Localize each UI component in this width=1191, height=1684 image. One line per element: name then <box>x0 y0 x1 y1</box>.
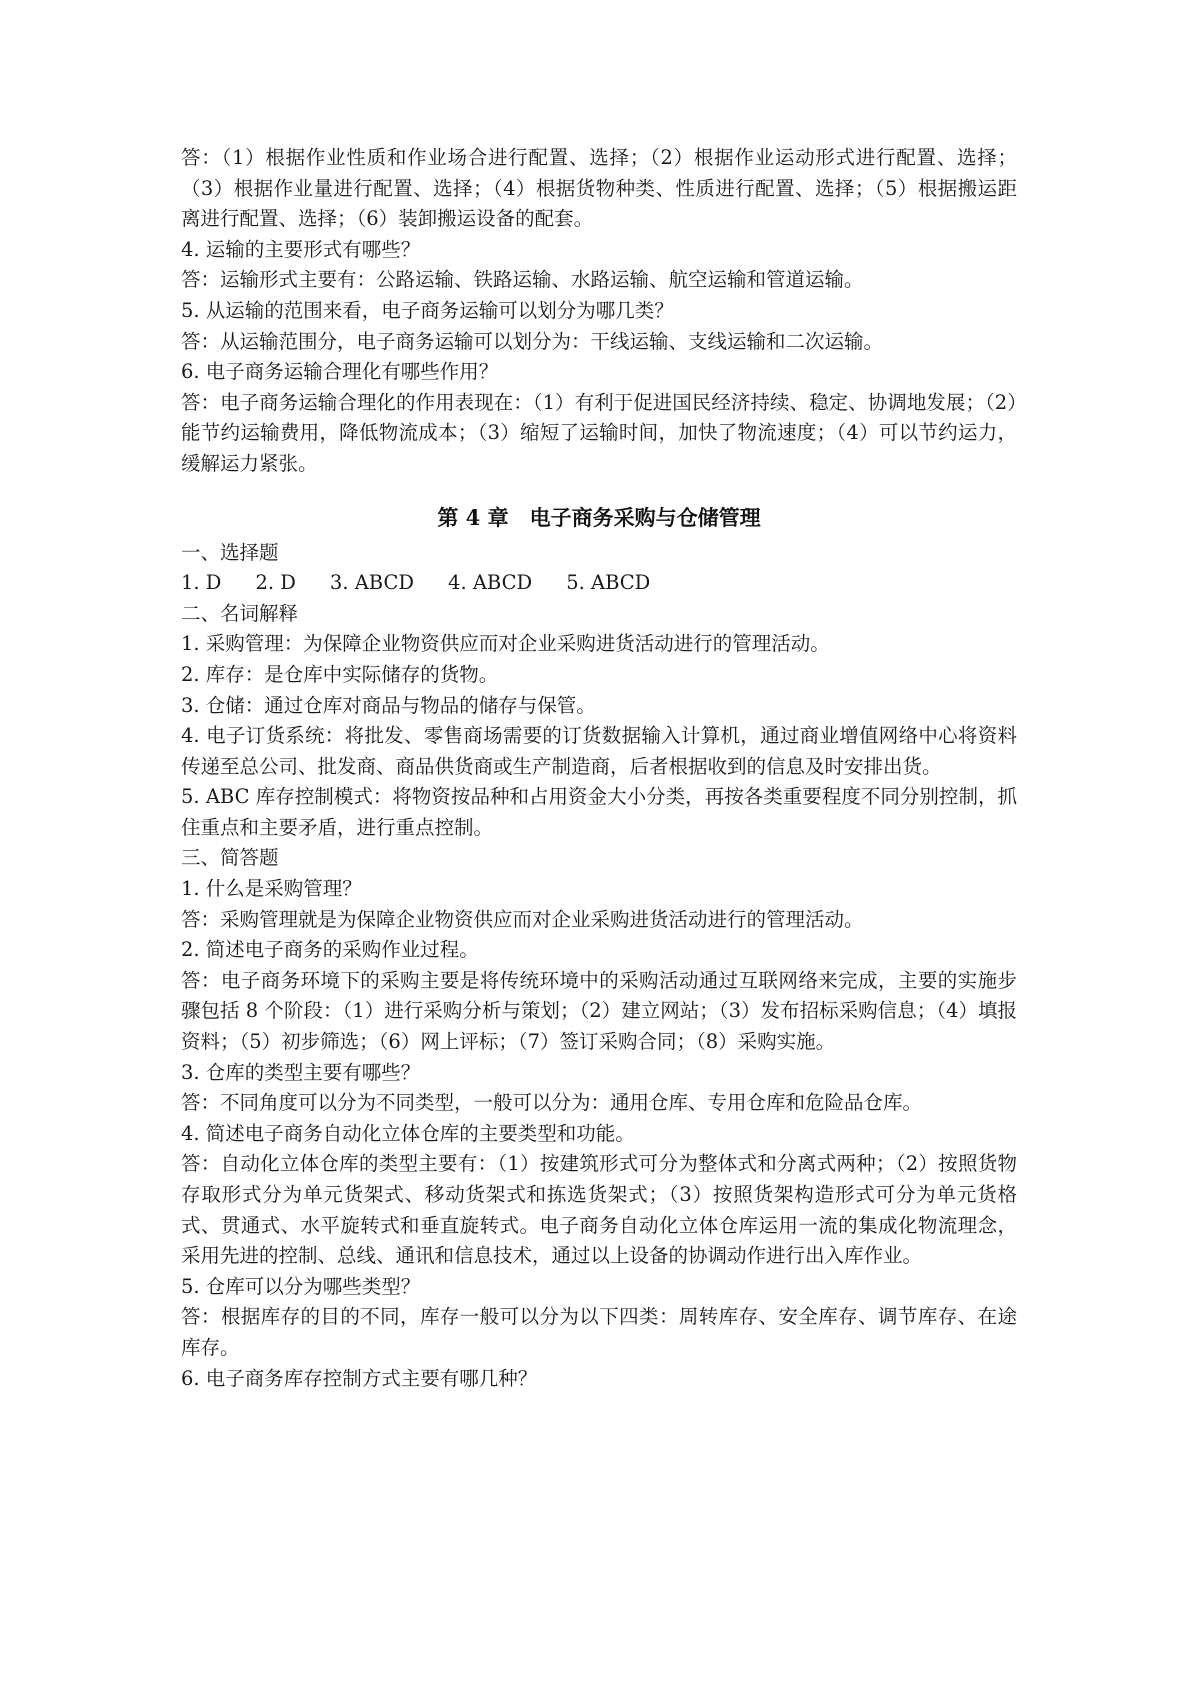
sa-answer-2: 答：电子商务环境下的采购主要是将传统环境中的采购活动通过互联网络来完成，主要的实施步骤包括 8 个阶段：（1）进行采购分析与策划；（2）建立网站；（3）发布招标采购信息；（4）填报资料；（5）初步筛选；（6）网上评标；（7）签订采购合同；（8）采购实施。 <box>181 968 1017 1054</box>
sa-question-6: 6. 电子商务库存控制方式主要有哪几种？ <box>181 1366 538 1390</box>
sa-answer-3: 答：不同角度可以分为不同类型，一般可以分为：通用仓库、专用仓库和危险品仓库。 <box>181 1091 923 1115</box>
answer-4: 答：运输形式主要有：公路运输、铁路运输、水路运输、航空运输和管道运输。 <box>181 268 864 292</box>
term-3: 3. 仓储：通过仓库对商品与物品的储存与保管。 <box>181 693 596 717</box>
answer-paragraph: 答：（1）根据作业性质和作业场合进行配置、选择；（2）根据作业运动形式进行配置、选择；（3）根据作业量进行配置、选择；（4）根据货物种类、性质进行配置、选择；（5）根据搬运距离进行配置、选择；（6）装卸搬运设备的配套。 <box>181 146 1017 231</box>
sa-question-3: 3. 仓库的类型主要有哪些？ <box>181 1060 421 1084</box>
section-heading-terms: 二、名词解释 <box>181 601 299 625</box>
term-2: 2. 库存：是仓库中实际储存的货物。 <box>181 662 499 686</box>
sa-answer-5: 答：根据库存的目的不同，库存一般可以分为以下四类：周转库存、安全库存、调节库存、在途库存。 <box>181 1305 1017 1359</box>
document-page <box>181 143 1017 1394</box>
choice-answer: 3. ABCD <box>329 571 415 595</box>
sa-answer-1: 答：采购管理就是为保障企业物资供应而对企业采购进货活动进行的管理活动。 <box>181 907 864 931</box>
choice-answer: 1. D <box>181 571 222 595</box>
sa-question-1: 1. 什么是采购管理？ <box>181 877 362 901</box>
term-1: 1. 采购管理：为保障企业物资供应而对企业采购进货活动进行的管理活动。 <box>181 632 830 656</box>
sa-question-2: 2. 简述电子商务的采购作业过程。 <box>181 938 479 962</box>
question-5: 5. 从运输的范围来看，电子商务运输可以划分为哪几类？ <box>181 298 674 322</box>
sa-answer-4: 答：自动化立体仓库的类型主要有：（1）按建筑形式可分为整体式和分离式两种；（2）按照货物存取形式分为单元货架式、移动货架式和拣选货架式；（3）按照货架构造形式可分为单元货格式、贯通式、水平旋转式和垂直旋转式。电子商务自动化立体仓库运用一流的集成化物流理念，采用先进的控制、总线、通讯和信息技术，通过以上设备的协调动作进行出入库作业。 <box>181 1152 1017 1268</box>
answer-5: 答：从运输范围分，电子商务运输可以划分为：干线运输、支线运输和二次运输。 <box>181 329 884 353</box>
choice-answers <box>181 568 1017 599</box>
choice-answer: 4. ABCD <box>448 571 533 595</box>
sa-question-5: 5. 仓库可以分为哪些类型？ <box>181 1274 421 1298</box>
chapter-title: 第 4 章 电子商务采购与仓储管理 <box>437 504 761 530</box>
term-4: 4. 电子订货系统：将批发、零售商场需要的订货数据输入计算机，通过商业增值网络中心将资料传递至总公司、批发商、商品供货商或生产制造商，后者根据收到的信息及时安排出货。 <box>181 724 1017 778</box>
question-6: 6. 电子商务运输合理化有哪些作用？ <box>181 360 499 384</box>
choice-answer: 2. D <box>255 571 296 595</box>
answer-6: 答：电子商务运输合理化的作用表现在：（1）有利于促进国民经济持续、稳定、协调地发展；（2）能节约运输费用，降低物流成本；（3）缩短了运输时间，加快了物流速度；（4）可以节约运力，缓解运力紧张。 <box>181 390 1017 475</box>
section-heading-short-answer: 三、简答题 <box>181 846 279 870</box>
term-5: 5. ABC 库存控制模式：将物资按品种和占用资金大小分类，再按各类重要程度不同分别控制，抓住重点和主要矛盾，进行重点控制。 <box>181 785 1017 839</box>
choice-answer: 5. ABCD <box>566 571 651 595</box>
sa-question-4: 4. 简述电子商务自动化立体仓库的主要类型和功能。 <box>181 1121 635 1145</box>
question-4: 4. 运输的主要形式有哪些？ <box>181 237 421 261</box>
section-heading-choice: 一、选择题 <box>181 540 279 564</box>
